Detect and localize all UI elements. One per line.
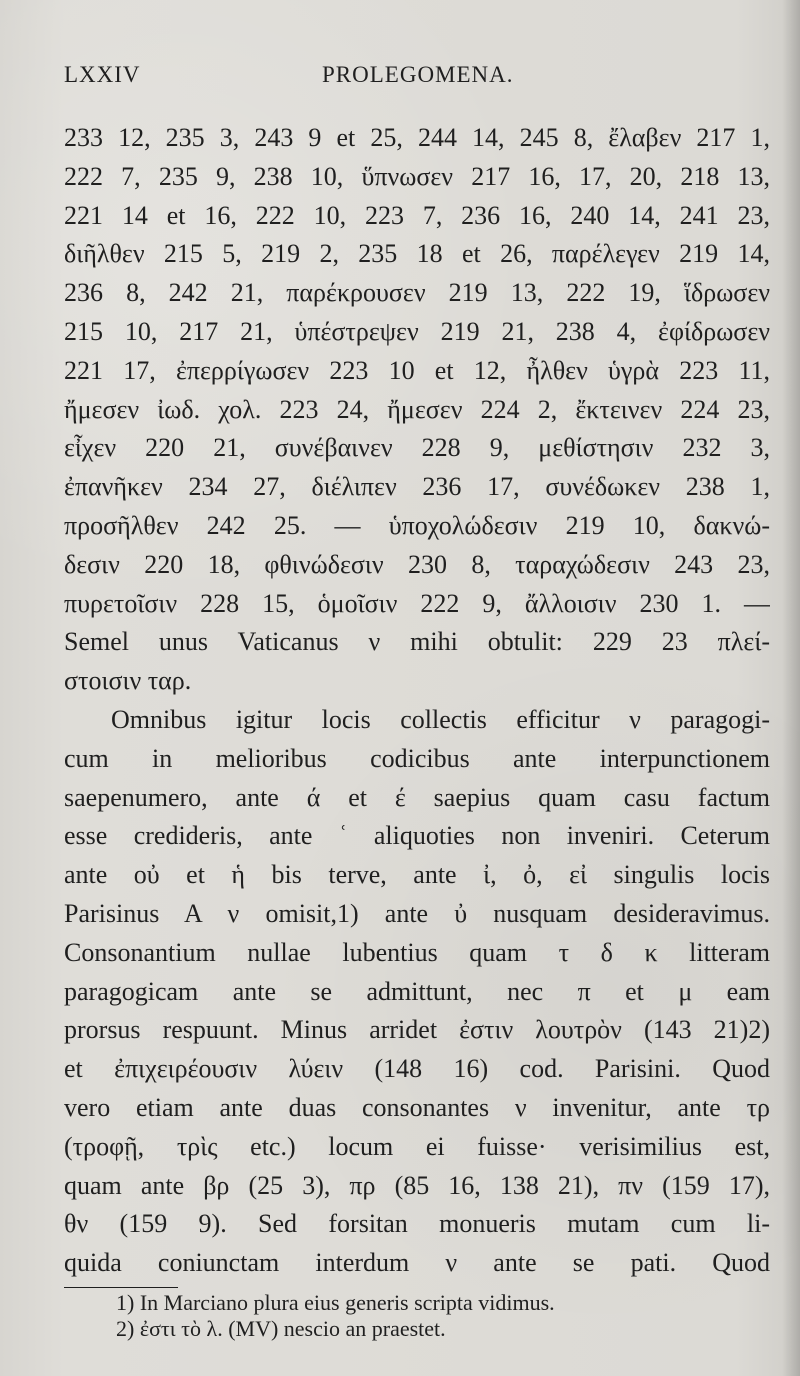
text-line: (τροφῇ, τρὶς etc.) locum ei fuisse· verisimilius est, <box>64 1131 770 1161</box>
text-line: vero etiam ante duas consonantes ν invenitur, ante τρ <box>64 1092 770 1122</box>
text-line: Semel unus Vaticanus ν mihi obtulit: 229 23 πλεί- <box>64 627 770 657</box>
text-line: θν (159 9). Sed forsitan monueris mutam cum li- <box>64 1209 770 1239</box>
text-line: στοισιν ταρ. <box>64 666 192 696</box>
text-line: 221 14 et 16, 222 10, 223 7, 236 16, 240 14, 241 23, <box>64 200 770 230</box>
text-line: πυρετοῖσιν 228 15, ὁμοῖσιν 222 9, ἄλλοισιν 230 1. — <box>64 588 770 618</box>
text-line: esse credideris, ante ʿ aliquoties non inveniri. Ceterum <box>64 821 770 851</box>
main-text <box>64 119 770 1283</box>
footnote-1: 1) In Marciano plura eius generis scripta vidimus. <box>116 1290 555 1315</box>
text-line: quam ante βρ (25 3), πρ (85 16, 138 21), πν (159 17), <box>64 1170 770 1200</box>
footnote-divider <box>64 1287 178 1288</box>
text-line: δεσιν 220 18, φθινώδεσιν 230 8, ταραχώδεσιν 243 23, <box>64 549 770 579</box>
text-line: et ἐπιχειρέουσιν λύειν (148 16) cod. Parisini. Quod <box>64 1054 770 1084</box>
text-line: 215 10, 217 21, ὑπέστρεψεν 219 21, 238 4, ἐφίδρωσεν <box>64 316 770 346</box>
text-line: ἐπανῆκεν 234 27, διέλιπεν 236 17, συνέδωκεν 238 1, <box>64 472 770 502</box>
text-line: 222 7, 235 9, 238 10, ὕπνωσεν 217 16, 17, 20, 218 13, <box>64 161 770 191</box>
paragraph-start-line: Omnibus igitur locis collectis efficitur ν paragogi- <box>111 704 770 734</box>
text-line: 221 17, ἐπερρίγωσεν 223 10 et 12, ἦλθεν ὑγρὰ 223 11, <box>64 355 770 385</box>
running-title: PROLEGOMENA. <box>322 62 514 87</box>
text-line: διῆλθεν 215 5, 219 2, 235 18 et 26, παρέλεγεν 219 14, <box>64 239 770 269</box>
text-line: ἤμεσεν ἰωδ. χολ. 223 24, ἤμεσεν 224 2, ἔκτεινεν 224 23, <box>64 394 770 424</box>
text-line: Consonantium nullae lubentius quam τ δ κ litteram <box>64 937 770 967</box>
text-line: saepenumero, ante ά et έ saepius quam casu factum <box>64 782 770 812</box>
text-line: Parisinus A ν omisit,1) ante ὐ nusquam desideravimus. <box>64 898 770 928</box>
text-line: paragogicam ante se admittunt, nec π et μ eam <box>64 976 770 1006</box>
text-line: prorsus respuunt. Minus arridet ἐστιν λουτρὸν (143 21)2) <box>64 1015 770 1045</box>
text-line: cum in melioribus codicibus ante interpunctionem <box>64 743 770 773</box>
text-line: 236 8, 242 21, παρέκρουσεν 219 13, 222 19, ἵδρωσεν <box>64 278 770 308</box>
page-header <box>64 62 740 92</box>
text-line: εἶχεν 220 21, συνέβαινεν 228 9, μεθίστησιν 232 3, <box>64 433 770 463</box>
text-line: quida coniunctam interdum ν ante se pati. Quod <box>64 1248 770 1278</box>
text-line: προσῆλθεν 242 25. — ὑποχολώδεσιν 219 10, δακνώ- <box>64 510 770 540</box>
text-line: 233 12, 235 3, 243 9 et 25, 244 14, 245 8, ἔλαβεν 217 1, <box>64 123 770 152</box>
text-line: ante οὐ et ἡ bis terve, ante ἰ, ὀ, εἰ singulis locis <box>64 860 770 890</box>
page-number: LXXIV <box>64 62 141 87</box>
footnotes <box>116 1290 756 1342</box>
footnote-2: 2) ἐστι τὸ λ. (MV) nescio an praestet. <box>116 1316 446 1341</box>
